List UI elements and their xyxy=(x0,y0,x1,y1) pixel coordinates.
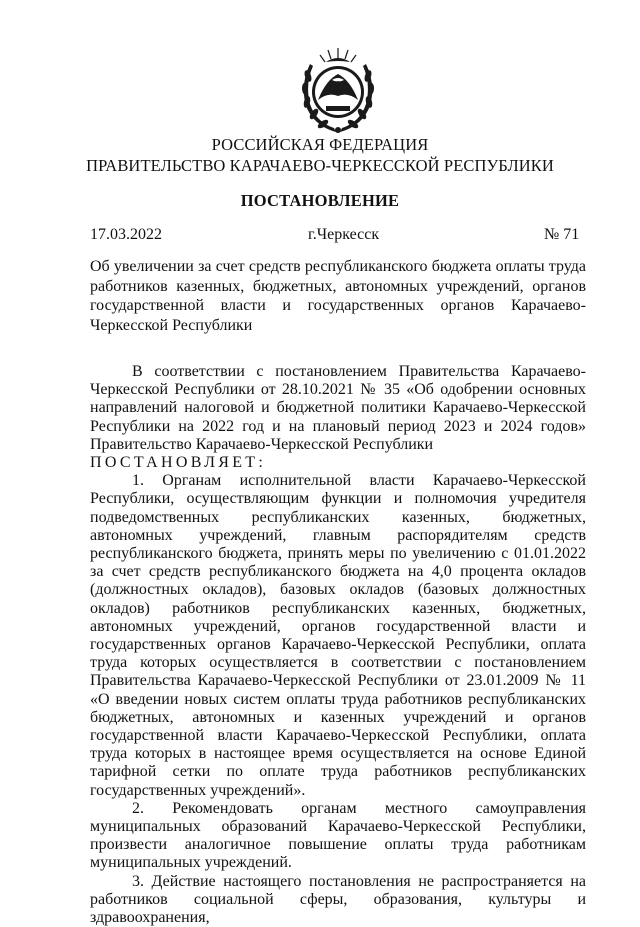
preamble-paragraph: В соответствии с постановлением Правительства Карачаево-Черкесской Республики от 28.10.2021 № 35 «Об одобрении основных направлений налоговой и бюджетной политики Карачаево-Черкесской Республики на 2022 год и на плановый период 2023 и 2024 годов» Правительство Карачаево-Черкесской Республики xyxy=(90,363,586,453)
clause-2: 2. Рекомендовать органам местного самоуправления муниципальных образований Карачаево-Черкесской Республики, произвести аналогичное повышение оплаты труда работникам муниципальных учреждений. xyxy=(90,799,586,872)
document-subject: Об увеличении за счет средств республиканского бюджета оплаты труда работников казенных, бюджетных, автономных учреждений, органов государственной власти и государственных органов Карачаево-Черкесской Республики xyxy=(90,258,586,334)
decree-word: ПОСТАНОВЛЯЕТ: xyxy=(90,454,267,472)
clause-1: 1. Органам исполнительной власти Карачаево-Черкесской Республики, осуществляющим функции и полномочия учредителя подведомственных республиканских казенных, бюджетных, автономных учреждений, главным распорядителям средств республиканского бюджета, принять меры по увеличению с 01.01.2022 за счет средств республиканского бюджета на 4,0 процента окладов (должностных окладов), базовых окладов (базовых должностных окладов) работников республиканских казенных, бюджетных, автономных учреждений, органов государственной власти и государственных органов Карачаево-Черкесской Республики, оплата труда которых осуществляется в соответствии с постановлением Правительства Карачаево-Черкесской Республики от 23.01.2009 № 11 «О введении новых систем оплаты труда работников республиканских бюджетных, автономных и казенных учреждений и органов государственной власти Карачаево-Черкесской Республики, оплата труда которых в настоящее время осуществляется на основе Единой тарифной сетки по оплате труда работников республиканских государственных учреждений». xyxy=(90,472,586,799)
document-number: № 71 xyxy=(544,226,580,243)
country-header: РОССИЙСКАЯ ФЕДЕРАЦИЯ xyxy=(211,135,429,154)
document-date: 17.03.2022 xyxy=(90,226,162,243)
clause-3: 3. Действие настоящего постановления не распространяется на работников социальной сферы, образования, культуры и здравоохранения, xyxy=(90,872,586,927)
document-type-title: ПОСТАНОВЛЕНИЕ xyxy=(240,191,400,210)
coat-of-arms-icon xyxy=(296,44,380,136)
document-city: г.Черкесск xyxy=(308,226,380,243)
document-body xyxy=(90,363,586,927)
government-header: ПРАВИТЕЛЬСТВО КАРАЧАЕВО-ЧЕРКЕССКОЙ РЕСПУБЛИКИ xyxy=(86,156,554,175)
